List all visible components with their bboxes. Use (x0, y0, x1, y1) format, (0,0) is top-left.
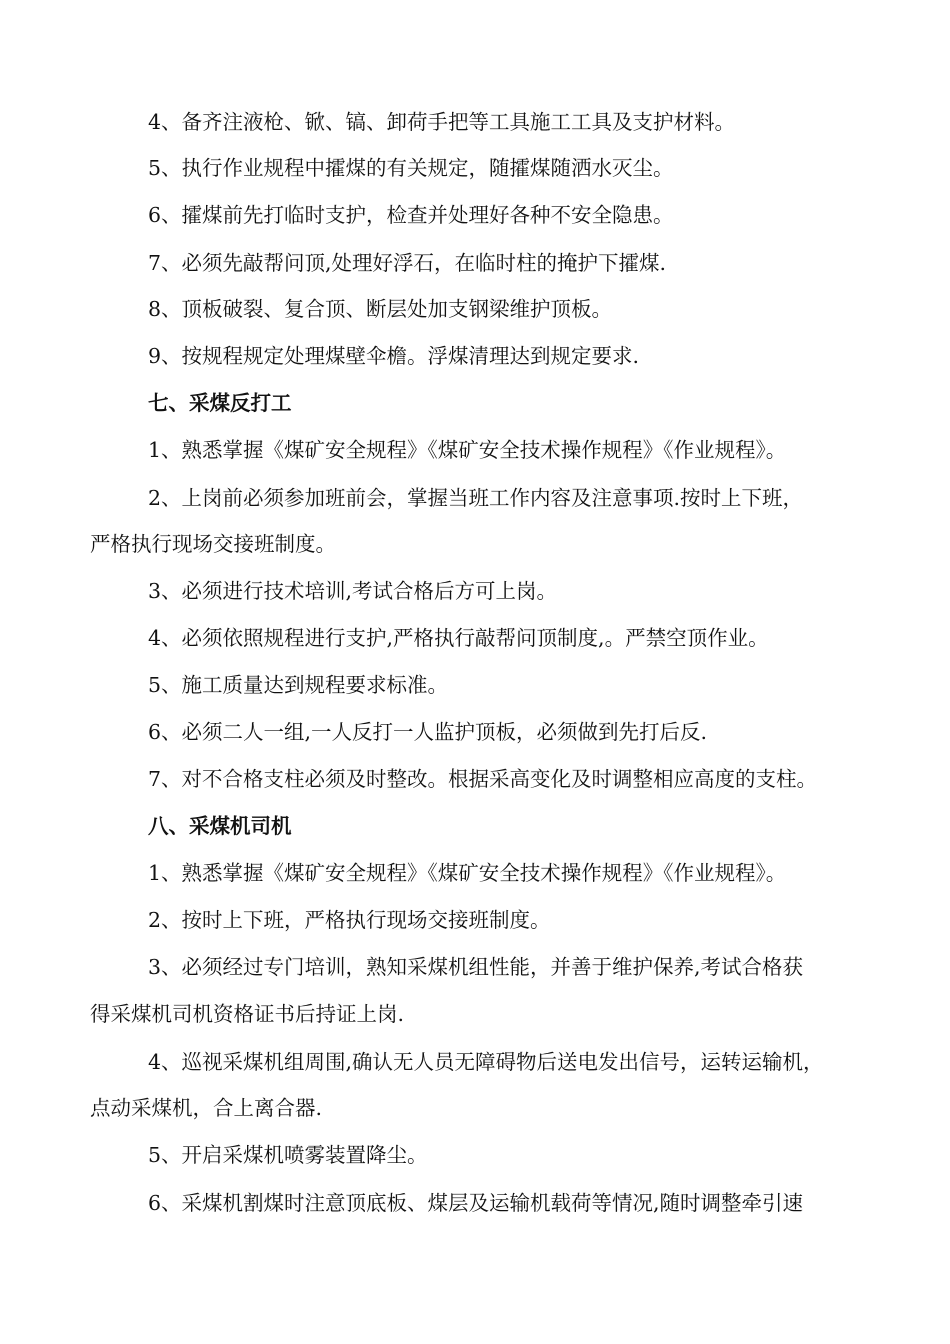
text-line: 6、攉煤前先打临时支护，检查并处理好各种不安全隐患。 (148, 203, 674, 227)
text-line: 7、对不合格支柱必须及时整改。根据采高变化及时调整相应高度的支柱。 (148, 767, 818, 791)
text-line: 点动采煤机，合上离合器. (90, 1096, 323, 1120)
text-line: 2、按时上下班，严格执行现场交接班制度。 (148, 908, 551, 932)
text-line: 2、上岗前必须参加班前会，掌握当班工作内容及注意事项.按时上下班， (148, 486, 804, 510)
section-heading: 八、采煤机司机 (148, 814, 292, 838)
text-line: 4、备齐注液枪、锨、镐、卸荷手把等工具施工工具及支护材料。 (148, 110, 736, 134)
text-line: 5、开启采煤机喷雾装置降尘。 (148, 1143, 428, 1167)
text-line: 1、熟悉掌握《煤矿安全规程》《煤矿安全技术操作规程》《作业规程》。 (148, 438, 787, 462)
text-line: 6、采煤机割煤时注意顶底板、煤层及运输机载荷等情况,随时调整牵引速 (148, 1191, 804, 1215)
text-line: 6、必须二人一组,一人反打一人监护顶板，必须做到先打后反. (148, 720, 708, 744)
text-line: 4、巡视采煤机组周围,确认无人员无障碍物后送电发出信号，运转运输机， (148, 1050, 824, 1074)
text-line: 5、执行作业规程中攉煤的有关规定，随攉煤随洒水灭尘。 (148, 156, 674, 180)
text-line: 4、必须依照规程进行支护,严格执行敲帮问顶制度,。严禁空顶作业。 (148, 626, 769, 650)
section-heading: 七、采煤反打工 (148, 391, 292, 415)
text-line: 严格执行现场交接班制度。 (90, 532, 336, 556)
text-line: 8、顶板破裂、复合顶、断层处加支钢梁维护顶板。 (148, 297, 613, 321)
text-line: 3、必须经过专门培训，熟知采煤机组性能，并善于维护保养,考试合格获 (148, 955, 804, 979)
text-line: 7、必须先敲帮问顶,处理好浮石，在临时柱的掩护下攉煤. (148, 251, 667, 275)
text-line: 3、必须进行技术培训,考试合格后方可上岗。 (148, 579, 558, 603)
text-line: 9、按规程规定处理煤壁伞檐。浮煤清理达到规定要求. (148, 344, 640, 368)
text-line: 1、熟悉掌握《煤矿安全规程》《煤矿安全技术操作规程》《作业规程》。 (148, 861, 787, 885)
text-line: 5、施工质量达到规程要求标准。 (148, 673, 449, 697)
text-line: 得采煤机司机资格证书后持证上岗. (90, 1002, 405, 1026)
